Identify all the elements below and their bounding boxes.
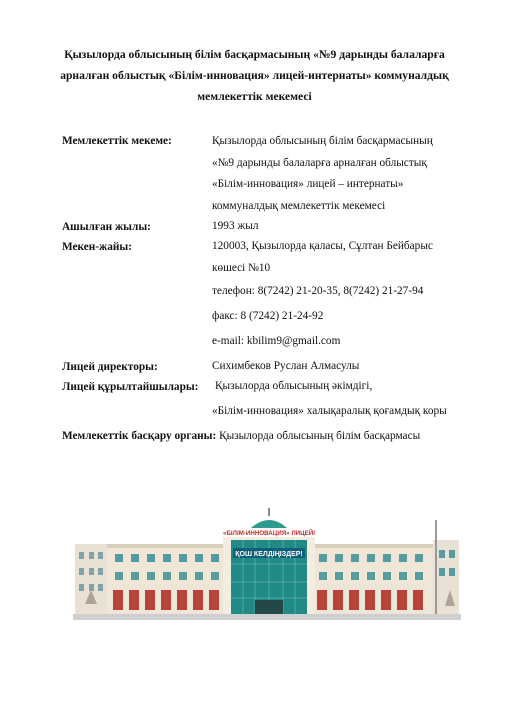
building-photo (73, 508, 461, 620)
ground (73, 614, 461, 620)
phone-value: телефон: 8(7242) 21-20-35, 8(7242) 21-27-94 (212, 285, 424, 297)
institution-label: Мемлекеттік мекеме: (62, 135, 172, 147)
entrance (255, 600, 283, 616)
governing-body-label-text: Мемлекеттік басқару органы: (62, 430, 217, 442)
founded-label: Ашылған жылы: (62, 221, 151, 233)
founders-line: «Білім-инновация» халықаралық қоғамдық коры (212, 405, 447, 417)
founders-line: Қызылорда облысының әкімдігі, (215, 380, 373, 392)
address-line: көшесі №10 (212, 261, 271, 274)
institution-line: «№9 дарынды балаларға арналған облыстық (212, 156, 427, 169)
document-title (48, 44, 461, 107)
founders-label: Лицей құрылтайшылары: (62, 381, 199, 393)
governing-body-value: Қызылорда облысының білім басқармасы (219, 430, 421, 442)
title-line: Қызылорда облысының білім басқармасының «№9 дарынды балаларға (64, 48, 445, 61)
welcome-banner-text: ҚОШ КЕЛДІҢІЗДЕР! (235, 551, 303, 558)
founded-value: 1993 жыл (212, 220, 259, 232)
institution-line: «Білім-инновация» лицей – интернаты» (212, 178, 404, 190)
title-line: арналған облыстық «Білім-инновация» лицей-интернаты» коммуналдық (60, 69, 449, 82)
lamp-pole (435, 520, 437, 614)
building-sign: «БІЛІМ-ИННОВАЦИЯ» ЛИЦЕЙІ (223, 530, 315, 537)
governing-body-label (62, 426, 420, 446)
title-line: мемлекеттік мекемесі (197, 90, 312, 103)
institution-value (212, 131, 433, 217)
institution-line: Қызылорда облысының білім басқармасының (212, 135, 433, 147)
fax-value: факс: 8 (7242) 21-24-92 (212, 310, 324, 322)
director-value: Сихимбеков Руслан Алмасулы (212, 360, 360, 372)
address-label: Мекен-жайы: (62, 241, 132, 253)
email-value[interactable]: e-mail: kbilim9@gmail.com (212, 335, 341, 347)
director-label: Лицей директоры: (62, 361, 158, 373)
institution-line: коммуналдық мемлекеттік мекемесі (212, 199, 386, 212)
address-line: 120003, Қызылорда қаласы, Сұлтан Бейбарыс (212, 240, 433, 252)
address-value (212, 236, 433, 279)
